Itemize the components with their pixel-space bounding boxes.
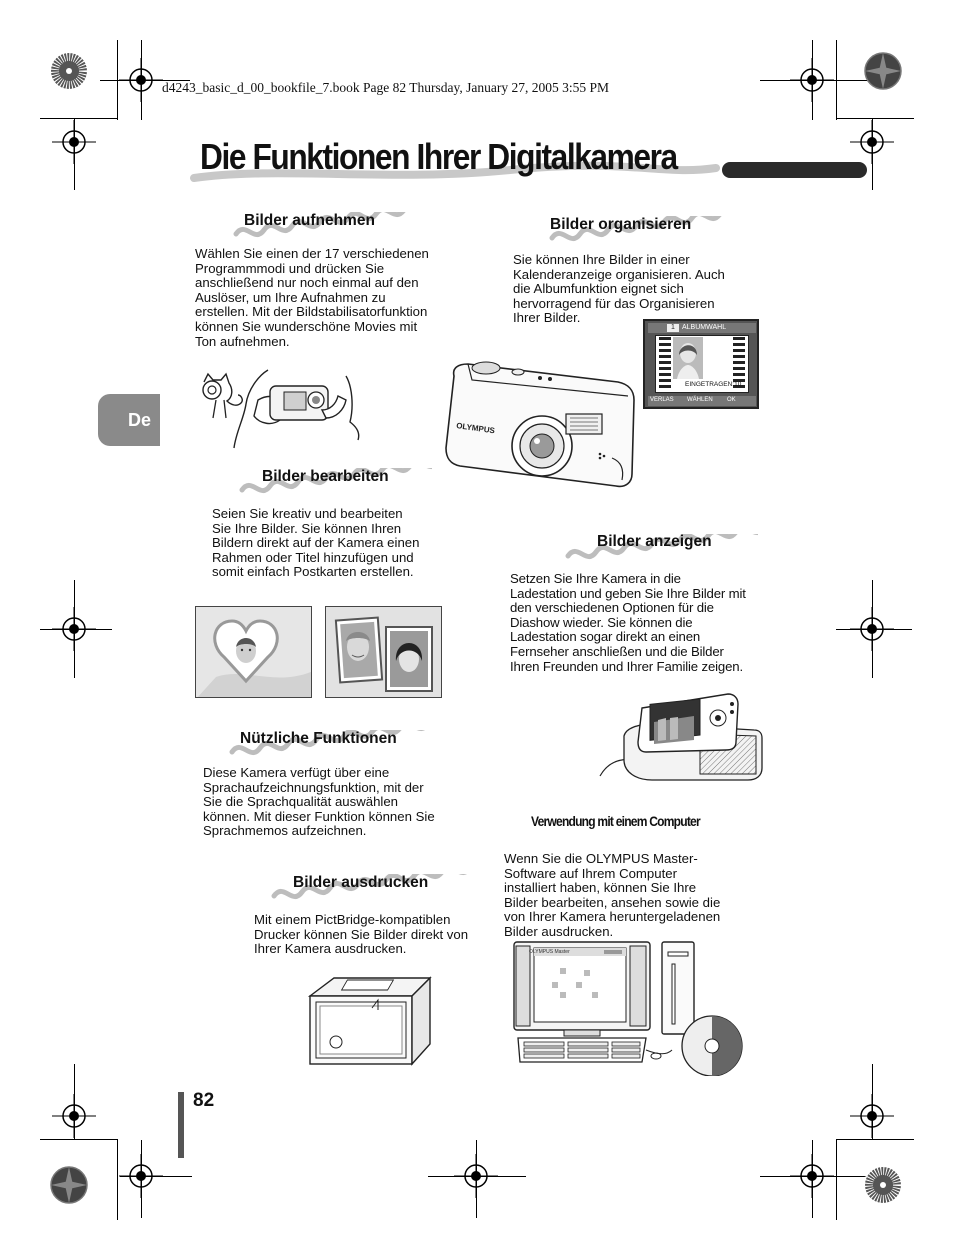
crop-line xyxy=(40,118,118,119)
text-line: Wählen Sie einen der 17 verschiedenen xyxy=(195,246,429,261)
text-line: Ihrer Bilder. xyxy=(513,310,581,326)
camera-illustration xyxy=(442,358,638,492)
section-text-computer xyxy=(504,852,754,940)
registration-mark-icon xyxy=(52,607,96,651)
text-line: Diese Kamera verfügt über eine xyxy=(203,765,390,780)
text-line: hervorragend für das Organisieren xyxy=(513,295,715,311)
title-decoration-bar xyxy=(722,162,867,178)
text-line: Bildern direkt auf der Kamera einen xyxy=(212,535,420,551)
text-line: Setzen Sie Ihre Kamera in die xyxy=(510,571,681,586)
text-line: Ladestation und geben Sie Ihre Bilder mit xyxy=(510,585,746,601)
color-rosette-icon xyxy=(50,1166,88,1204)
color-rosette-icon xyxy=(864,1166,902,1204)
album-footer-select: WÄHLEN xyxy=(687,397,713,403)
text-line: anschließend nur noch einmal auf den xyxy=(195,275,419,291)
text-line: von Ihrer Kamera heruntergeladenen xyxy=(504,909,721,925)
text-line: Sie die Sprachqualität auswählen xyxy=(203,794,399,810)
crop-line xyxy=(836,1140,837,1220)
registration-mark-icon xyxy=(790,1154,834,1198)
section-text-ausdrucken xyxy=(254,913,494,957)
text-line: den verschiedenen Optionen für die xyxy=(510,600,714,616)
text-line: können. Mit dieser Funktion können Sie xyxy=(203,808,435,824)
crop-line xyxy=(40,1139,118,1140)
album-index: 1 xyxy=(667,324,679,332)
section-heading-aufnehmen: Bilder aufnehmen xyxy=(244,212,375,229)
color-rosette-icon xyxy=(50,52,88,90)
registration-mark-icon xyxy=(52,120,96,164)
text-line: Fernseher anschließen und die Bilder xyxy=(510,643,724,659)
section-text-nuetzlich xyxy=(203,766,463,839)
text-line: Wenn Sie die OLYMPUS Master- xyxy=(504,851,698,866)
text-line: Mit einem PictBridge-kompatiblen xyxy=(254,912,451,927)
section-text-anzeigen xyxy=(510,572,770,674)
section-text-organisieren xyxy=(513,253,763,326)
computer-illustration xyxy=(512,940,744,1076)
album-footer-back: VERLAS xyxy=(650,397,674,403)
album-count: EINGETRAGEN:10 xyxy=(685,381,742,388)
album-photo xyxy=(673,337,703,379)
printer-illustration xyxy=(306,972,436,1068)
section-text-aufnehmen xyxy=(195,247,465,349)
book-info-line: d4243_basic_d_00_bookfile_7.book Page 82 Thursday, January 27, 2005 3:55 PM xyxy=(162,80,609,95)
taking-photo-illustration xyxy=(196,360,360,452)
text-line: Bilder bearbeiten, ansehen sowie die xyxy=(504,894,721,910)
registration-mark-icon xyxy=(850,1094,894,1138)
text-line: Sprachaufzeichnungsfunktion, mit der xyxy=(203,779,424,795)
postcard-frame-photo xyxy=(325,606,442,698)
text-line: Auslöser, um Ihre Aufnahmen zu xyxy=(195,289,386,305)
text-line: Ton aufnehmen. xyxy=(195,333,290,349)
text-line: Ihrer Kamera ausdrucken. xyxy=(254,941,407,957)
text-line: Seien Sie kreativ und bearbeiten xyxy=(212,506,403,521)
page-number: 82 xyxy=(193,1090,215,1111)
registration-mark-icon xyxy=(52,1094,96,1138)
text-line: Ihren Freunden und Ihrer Familie zeigen. xyxy=(510,658,743,674)
crop-line xyxy=(836,1139,914,1140)
text-line: somit einfach Postkarten erstellen. xyxy=(212,564,414,580)
text-line: Rahmen oder Titel hinzufügen und xyxy=(212,549,414,565)
section-heading-bearbeiten: Bilder bearbeiten xyxy=(262,468,389,485)
text-line: die Albumfunktion eignet sich xyxy=(513,281,684,297)
section-text-bearbeiten xyxy=(212,507,452,580)
section-heading-ausdrucken: Bilder ausdrucken xyxy=(293,874,429,891)
section-heading-anzeigen: Bilder anzeigen xyxy=(597,533,712,550)
text-line: Programmmodi und drücken Sie xyxy=(195,260,385,276)
page-title: Die Funktionen Ihrer Digitalkamera xyxy=(200,136,677,177)
camera-dock-illustration xyxy=(596,682,764,784)
text-line: Diashow wieder. Sie können die xyxy=(510,614,693,630)
registration-mark-icon xyxy=(119,58,163,102)
language-tab-label: De xyxy=(128,410,152,430)
text-line: Software auf Ihrem Computer xyxy=(504,865,677,881)
text-line: Bilder ausdrucken. xyxy=(504,923,614,939)
registration-mark-icon xyxy=(790,58,834,102)
text-line: installiert haben, können Sie Ihre xyxy=(504,880,697,896)
text-line: erstellen. Mit der Bildstabilisatorfunktion xyxy=(195,304,428,320)
text-line: Ladestation sogar direkt an einen xyxy=(510,629,701,645)
text-line: Drucker können Sie Bilder direkt von xyxy=(254,926,469,942)
text-line: können Sie wunderschöne Movies mit xyxy=(195,318,418,334)
monitor-window-title: OLYMPUS Master xyxy=(529,949,570,955)
section-heading-organisieren: Bilder organisieren xyxy=(550,216,692,233)
text-line: Kalenderanzeige organisieren. Auch xyxy=(513,266,725,282)
album-screen xyxy=(643,319,759,409)
registration-mark-icon xyxy=(454,1154,498,1198)
color-rosette-icon xyxy=(864,52,902,90)
section-heading-nuetzlich: Nützliche Funktionen xyxy=(240,730,397,747)
text-line: Sprachmemos aufzeichnen. xyxy=(203,823,367,839)
camera-brand-label: OLYMPUS xyxy=(455,421,496,436)
registration-mark-icon xyxy=(119,1154,163,1198)
heart-frame-photo xyxy=(195,606,312,698)
crop-line xyxy=(117,1140,118,1220)
language-tab xyxy=(98,394,160,446)
registration-mark-icon xyxy=(850,120,894,164)
crop-line xyxy=(836,118,914,119)
page-number-bar xyxy=(178,1092,184,1158)
album-footer-ok: OK xyxy=(727,397,736,403)
section-heading-computer: Verwendung mit einem Computer xyxy=(531,813,700,829)
registration-mark-icon xyxy=(850,607,894,651)
text-line: Sie können Ihre Bilder in einer xyxy=(513,252,690,267)
album-title: ALBUMWAHL xyxy=(682,324,727,331)
text-line: Sie Ihre Bilder. Sie können Ihren xyxy=(212,520,402,536)
